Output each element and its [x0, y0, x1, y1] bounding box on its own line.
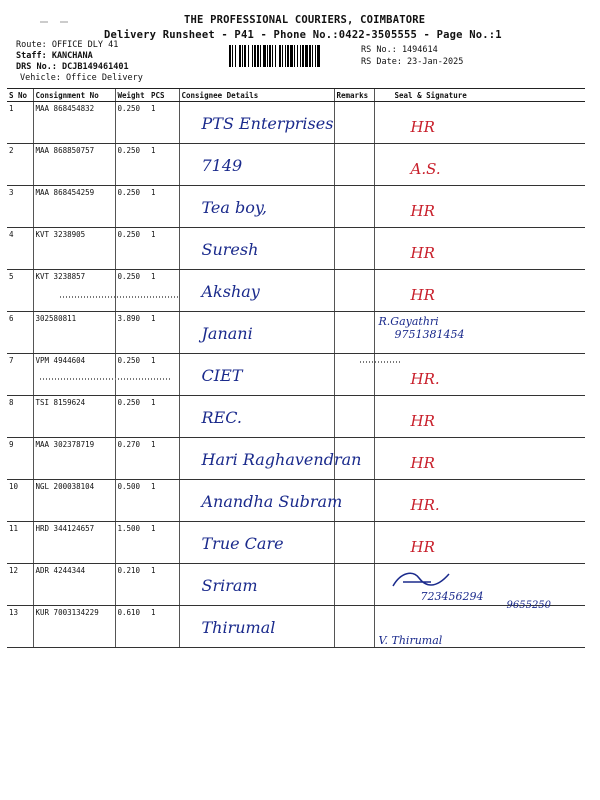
table-row [7, 312, 585, 354]
signature-handwriting: HR [410, 244, 435, 262]
table-row [7, 102, 585, 144]
signature-handwriting: R.Gayathri [378, 315, 439, 328]
signature-cell [374, 312, 585, 354]
table-row [7, 144, 585, 186]
signature-cell [374, 522, 585, 564]
signature-scribble [391, 568, 451, 592]
signature-handwriting: HR [410, 286, 435, 304]
signature-phone-number: 9751381454 [394, 328, 465, 341]
consignment-number-cell: ADR 4244344 [33, 564, 115, 606]
table-row [7, 396, 585, 438]
sno-cell: 6 [7, 312, 33, 354]
consignee-handwriting: REC. [201, 408, 242, 427]
consignee-handwriting: Thirumal [201, 618, 276, 637]
consignee-handwriting: Hari Raghavendran [201, 450, 362, 469]
sno-cell: 2 [7, 144, 33, 186]
barcode [229, 45, 351, 67]
remarks-cell [334, 396, 374, 438]
table-header-row [7, 89, 585, 102]
weight-cell: 0.250 [115, 396, 149, 438]
signature-phone-number-2: 9655250 [506, 600, 552, 611]
signature-cell [374, 480, 585, 522]
pcs-cell: 1 [149, 354, 179, 396]
pcs-cell: 1 [149, 312, 179, 354]
vehicle-label: Vehicle: Office Delivery [20, 73, 143, 83]
consignee-cell [179, 438, 362, 480]
company-title: THE PROFESSIONAL COURIERS, COIMBATORE [184, 14, 426, 26]
sno-cell: 1 [7, 102, 33, 144]
pcs-cell: 1 [149, 396, 179, 438]
pcs-cell: 1 [149, 102, 179, 144]
signature-cell [374, 228, 585, 270]
scan-smudge [40, 378, 170, 380]
table-row [7, 438, 585, 480]
signature-cell [374, 438, 585, 480]
consignee-cell [179, 312, 334, 354]
consignment-number-cell: MAA 868454832 [33, 102, 115, 144]
table-row [7, 480, 585, 522]
consignment-number-cell: 302580811 [33, 312, 115, 354]
pcs-cell: 1 [149, 438, 179, 480]
consignee-cell [179, 102, 334, 144]
signature-handwriting: HR. [410, 496, 440, 514]
pcs-cell: 1 [149, 480, 179, 522]
pcs-cell: 1 [149, 228, 179, 270]
weight-cell: 0.250 [115, 354, 149, 396]
col-header-weight: Weight [115, 89, 149, 102]
consignee-cell [179, 480, 343, 522]
sno-cell: 7 [7, 354, 33, 396]
remarks-cell [334, 270, 374, 312]
consignee-cell [179, 564, 334, 606]
col-header-remarks: Remarks [334, 89, 374, 102]
remarks-cell [334, 606, 374, 648]
signature-handwriting: A.S. [410, 160, 441, 178]
sno-cell: 4 [7, 228, 33, 270]
consignee-handwriting: Tea boy, [201, 198, 267, 217]
weight-cell: 0.500 [115, 480, 149, 522]
pcs-cell: 1 [149, 564, 179, 606]
consignment-number-cell: HRD 344124657 [33, 522, 115, 564]
runsheet-title-line: Delivery Runsheet - P41 - Phone No.:0422-3505555 - Page No.:1 [104, 29, 502, 41]
pen-mark [40, 20, 70, 24]
signature-handwriting: HR [410, 538, 435, 556]
signature-cell [374, 564, 585, 611]
consignee-cell [179, 186, 334, 228]
col-header-pcs: PCS [149, 89, 179, 102]
consignee-cell [179, 354, 334, 396]
weight-cell: 0.250 [115, 102, 149, 144]
consignment-number-cell: KUR 7003134229 [33, 606, 115, 648]
sno-cell: 8 [7, 396, 33, 438]
consignee-handwriting: Anandha Subram [201, 492, 343, 511]
consignment-number-cell: MAA 868850757 [33, 144, 115, 186]
signature-phone-number: 723456294 [420, 590, 484, 603]
remarks-cell [334, 564, 374, 606]
signature-handwriting: HR. [410, 370, 440, 388]
remarks-cell [334, 522, 374, 564]
consignment-number-cell: KVT 3238905 [33, 228, 115, 270]
scan-smudge [360, 361, 400, 363]
weight-cell: 0.250 [115, 144, 149, 186]
signature-cell [374, 606, 585, 648]
weight-cell: 0.210 [115, 564, 149, 606]
consignee-cell [179, 270, 334, 312]
col-header-consignment: Consignment No [33, 89, 115, 102]
pcs-cell: 1 [149, 270, 179, 312]
sno-cell: 9 [7, 438, 33, 480]
signature-cell [374, 102, 585, 144]
col-header-sno: S No [7, 89, 33, 102]
consignee-handwriting: Akshay [201, 282, 260, 301]
sno-cell: 5 [7, 270, 33, 312]
signature-handwriting: HR [410, 118, 435, 136]
pcs-cell: 1 [149, 144, 179, 186]
consignee-handwriting: CIET [201, 366, 243, 385]
pcs-cell: 1 [149, 522, 179, 564]
signature-handwriting: HR [410, 202, 435, 220]
consignee-cell [179, 144, 334, 186]
consignee-cell [179, 522, 334, 564]
table-row [7, 606, 585, 648]
scan-smudge [60, 296, 180, 298]
remarks-cell [334, 144, 374, 186]
weight-cell: 0.270 [115, 438, 149, 480]
drs-number: DRS No.: DCJB149461401 [16, 62, 129, 72]
rs-number: RS No.: 1494614 [361, 45, 438, 55]
signature-handwriting: V. Thirumal [378, 634, 443, 647]
table-row [7, 186, 585, 228]
weight-cell: 1.500 [115, 522, 149, 564]
consignee-handwriting: Suresh [201, 240, 259, 259]
col-header-signature: Seal & Signature [374, 89, 585, 102]
remarks-cell [334, 186, 374, 228]
rs-date: RS Date: 23-Jan-2025 [361, 57, 464, 67]
sno-cell: 11 [7, 522, 33, 564]
weight-cell: 0.250 [115, 228, 149, 270]
remarks-cell [334, 228, 374, 270]
consignment-number-cell: VPM 4944604 [33, 354, 115, 396]
consignee-handwriting: 7149 [201, 156, 243, 175]
signature-cell [374, 144, 585, 186]
remarks-cell [334, 102, 374, 144]
table-row [7, 564, 585, 606]
signature-cell [374, 396, 585, 438]
sno-cell: 10 [7, 480, 33, 522]
runsheet-table [7, 88, 585, 648]
weight-cell: 3.890 [115, 312, 149, 354]
consignment-number-cell: MAA 302378719 [33, 438, 115, 480]
staff-label: Staff: KANCHANA [16, 51, 93, 61]
consignee-cell [179, 606, 334, 648]
consignee-handwriting: Sriram [201, 576, 258, 595]
remarks-cell [334, 312, 374, 354]
table-row [7, 522, 585, 564]
signature-cell [374, 186, 585, 228]
consignment-number-cell: NGL 200038104 [33, 480, 115, 522]
sno-cell: 3 [7, 186, 33, 228]
pcs-cell: 1 [149, 186, 179, 228]
signature-cell [374, 354, 585, 396]
signature-handwriting: HR [410, 412, 435, 430]
table-row [7, 228, 585, 270]
route-label: Route: OFFICE DLY 41 [16, 40, 119, 50]
consignee-handwriting: PTS Enterprises [201, 114, 334, 133]
consignment-number-cell: KVT 3238857 [33, 270, 115, 312]
consignee-handwriting: Janani [201, 324, 253, 343]
consignee-handwriting: True Care [201, 534, 284, 553]
consignee-cell [179, 228, 334, 270]
weight-cell: 0.250 [115, 186, 149, 228]
remarks-cell [334, 354, 374, 396]
pcs-cell: 1 [149, 606, 179, 648]
signature-cell [374, 270, 585, 312]
table-row [7, 354, 585, 396]
consignment-number-cell: MAA 868454259 [33, 186, 115, 228]
col-header-consignee: Consignee Details [179, 89, 334, 102]
weight-cell: 0.610 [115, 606, 149, 648]
signature-handwriting: HR [410, 454, 435, 472]
sno-cell: 13 [7, 606, 33, 648]
sno-cell: 12 [7, 564, 33, 606]
weight-cell: 0.250 [115, 270, 149, 312]
table-row [7, 270, 585, 312]
consignee-cell [179, 396, 334, 438]
consignment-number-cell: TSI 8159624 [33, 396, 115, 438]
